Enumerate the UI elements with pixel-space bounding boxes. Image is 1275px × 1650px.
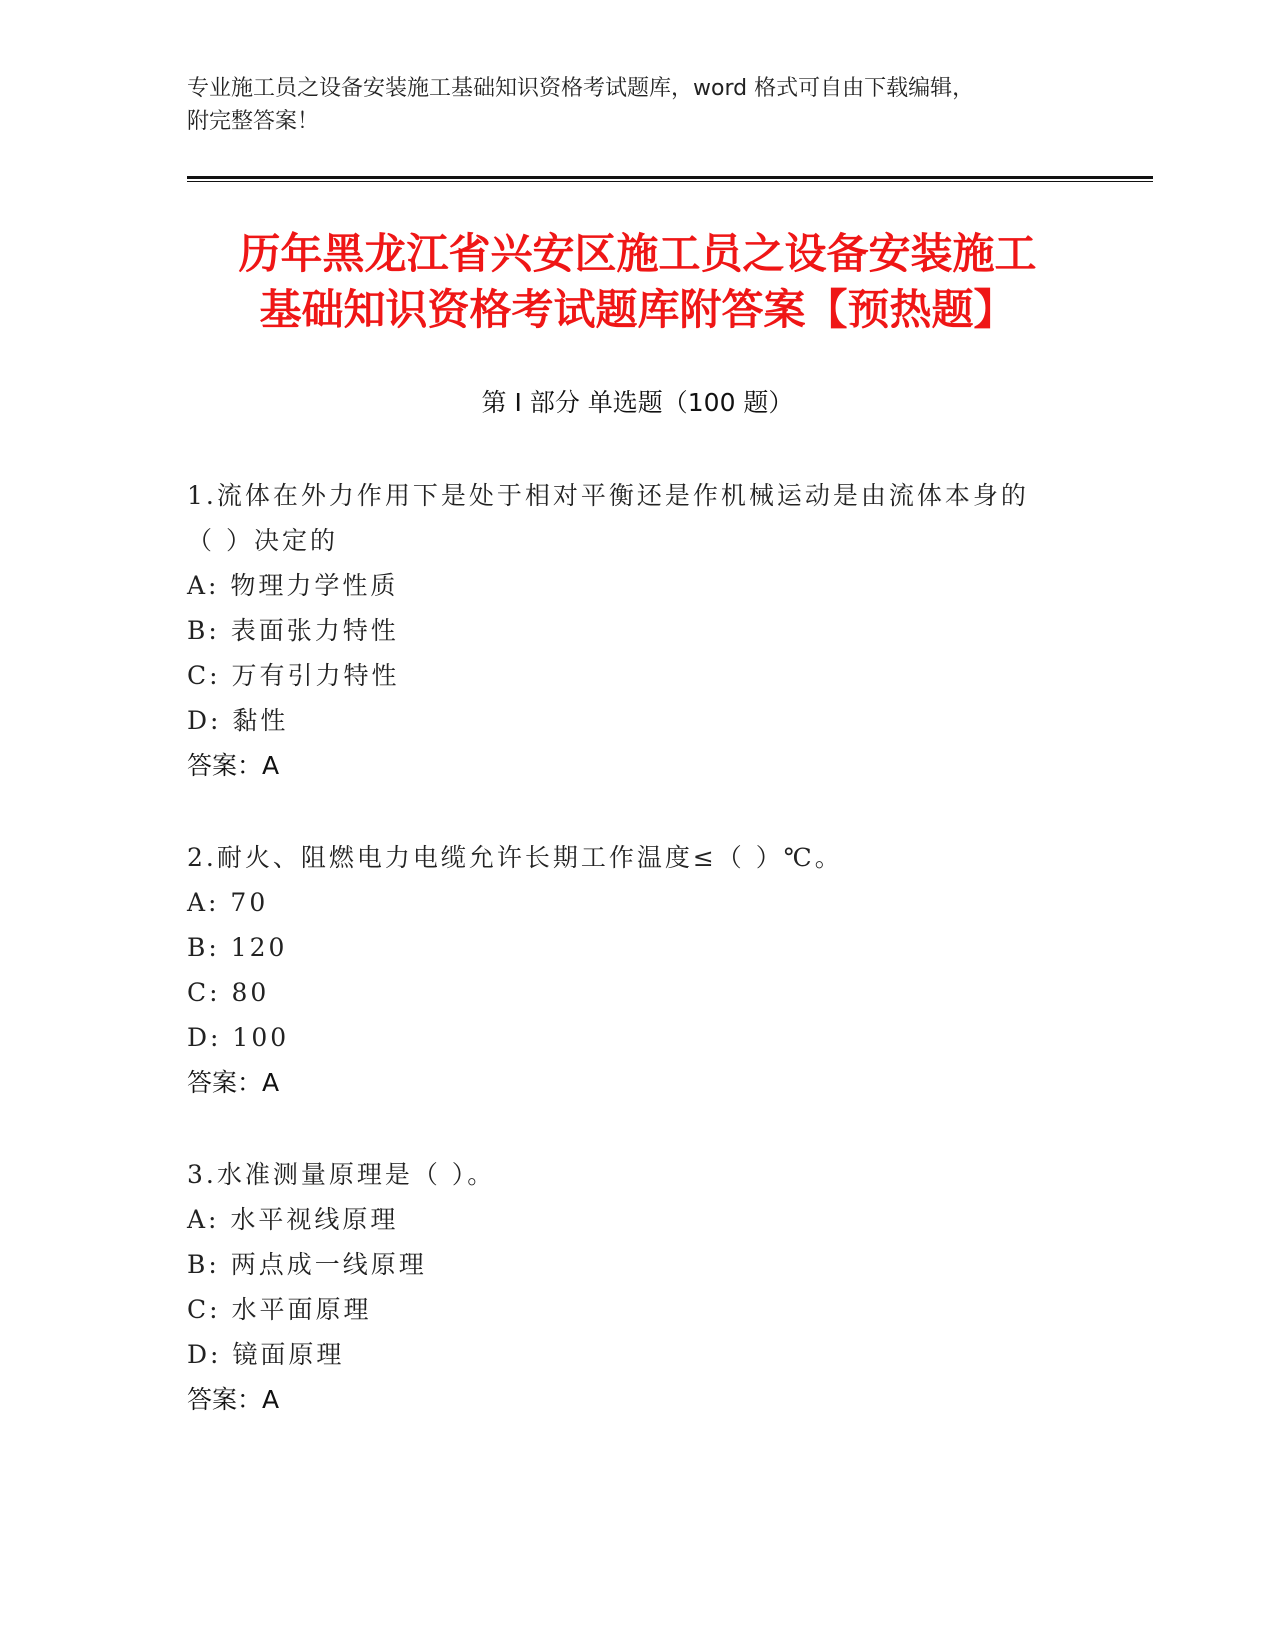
section-heading: 第 I 部分 单选题（100 题） [481, 388, 794, 417]
question-3-option-c: C: 水平面原理 [187, 1295, 372, 1324]
question-2-stem: 2.耐火、阻燃电力电缆允许长期工作温度≤（ ）℃。 [187, 843, 843, 872]
question-2 [187, 835, 843, 1105]
question-3-option-b: B: 两点成一线原理 [187, 1250, 427, 1279]
question-1-stem-line-2: （ ）决定的 [187, 526, 338, 555]
question-2-option-b: B: 120 [187, 933, 288, 962]
question-1-option-d: D: 黏性 [187, 706, 289, 735]
header-note-line-2: 附完整答案！ [187, 109, 320, 134]
document-title-line-1: 历年黑龙江省兴安区施工员之设备安装施工 [238, 229, 1037, 278]
question-3-option-a: A: 水平视线原理 [187, 1205, 399, 1234]
question-2-option-d: D: 100 [187, 1023, 290, 1052]
header-divider-thin [187, 181, 1153, 182]
question-1-option-b: B: 表面张力特性 [187, 616, 399, 645]
question-2-option-c: C: 80 [187, 978, 270, 1007]
document-header-note [187, 72, 1087, 138]
question-1-option-c: C: 万有引力特性 [187, 661, 400, 690]
question-3-option-d: D: 镜面原理 [187, 1340, 345, 1369]
question-1-answer: 答案：A [187, 751, 280, 780]
question-3-stem: 3.水准测量原理是（ ）。 [187, 1160, 496, 1189]
question-1-option-a: A: 物理力学性质 [187, 571, 399, 600]
header-note-line-1: 专业施工员之设备安装施工基础知识资格考试题库，word 格式可自由下载编辑， [187, 76, 975, 101]
header-divider-thick [187, 176, 1153, 179]
document-title-line-2: 基础知识资格考试题库附答案【预热题】 [259, 285, 1016, 334]
question-1-stem-line-1: 1.流体在外力作用下是处于相对平衡还是作机械运动是由流体本身的 [187, 481, 1029, 510]
question-3 [187, 1152, 495, 1422]
question-2-option-a: A: 70 [187, 888, 269, 917]
question-1 [187, 473, 1029, 788]
question-3-answer: 答案：A [187, 1385, 280, 1414]
question-2-answer: 答案：A [187, 1068, 280, 1097]
document-title [130, 226, 1145, 338]
